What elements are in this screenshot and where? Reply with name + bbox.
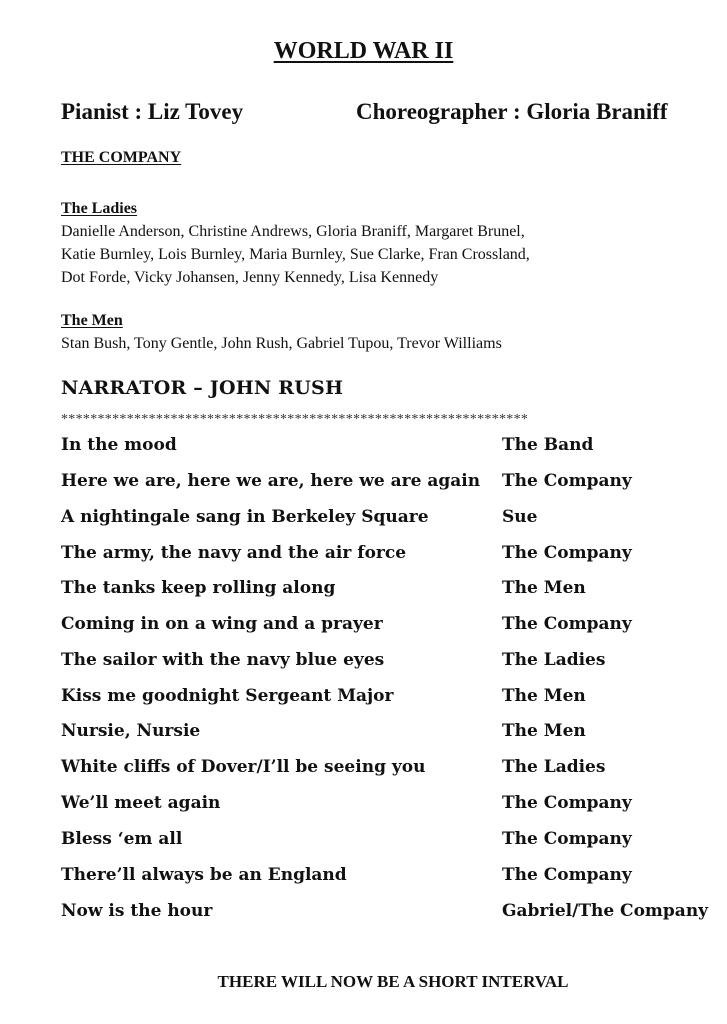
song-title: The sailor with the navy blue eyes [61, 650, 385, 670]
song-title: We’ll meet again [61, 793, 221, 813]
song-performer: The Company [502, 614, 632, 634]
song-title: Here we are, here we are, here we are again [61, 471, 481, 491]
song-performer: The Company [502, 543, 632, 563]
song-performer: Sue [502, 507, 538, 527]
song-title: Now is the hour [61, 901, 213, 921]
song-title: The army, the navy and the air force [61, 543, 407, 563]
song-performer: The Company [502, 793, 632, 813]
song-performer: The Men [502, 721, 586, 741]
song-performer: The Men [502, 686, 586, 706]
song-title: A nightingale sang in Berkeley Square [61, 507, 429, 527]
song-performer: Gabriel/The Company [502, 901, 709, 921]
song-performer: The Company [502, 471, 632, 491]
asterisk-divider: **************************************************************** [61, 412, 529, 427]
men-names [61, 332, 502, 355]
song-performer: The Men [502, 578, 586, 598]
ladies-names-line: Dot Forde, Vicky Johansen, Jenny Kennedy, Lisa Kennedy [61, 269, 439, 286]
narrator-heading: NARRATOR – JOHN RUSH [61, 377, 344, 399]
song-performer: The Ladies [502, 650, 606, 670]
song-title: The tanks keep rolling along [61, 578, 336, 598]
song-title: White cliffs of Dover/I’ll be seeing you [61, 757, 426, 777]
ladies-names-line: Danielle Anderson, Christine Andrews, Gloria Braniff, Margaret Brunel, [61, 223, 525, 240]
song-title: There’ll always be an England [61, 865, 347, 885]
men-names-line: Stan Bush, Tony Gentle, John Rush, Gabriel Tupou, Trevor Williams [61, 335, 502, 352]
song-title: Kiss me goodnight Sergeant Major [61, 686, 394, 706]
song-title: In the mood [61, 435, 177, 455]
song-performer: The Ladies [502, 757, 606, 777]
song-performer: The Band [502, 435, 594, 455]
ladies-names-line: Katie Burnley, Lois Burnley, Maria Burnley, Sue Clarke, Fran Crossland, [61, 246, 530, 263]
ladies-names [61, 220, 530, 289]
choreographer-credit: Choreographer : Gloria Braniff [356, 99, 668, 124]
song-performer: The Company [502, 829, 632, 849]
interval-notice: THERE WILL NOW BE A SHORT INTERVAL [217, 972, 569, 991]
ladies-heading: The Ladies [61, 200, 138, 217]
men-heading: The Men [61, 312, 123, 329]
song-performer: The Company [502, 865, 632, 885]
song-title: Bless ‘em all [61, 829, 183, 849]
song-title: Coming in on a wing and a prayer [61, 614, 383, 634]
page-title: WORLD WAR II [273, 38, 454, 64]
pianist-credit: Pianist : Liz Tovey [61, 99, 244, 124]
song-title: Nursie, Nursie [61, 721, 201, 741]
company-heading: THE COMPANY [61, 149, 182, 166]
